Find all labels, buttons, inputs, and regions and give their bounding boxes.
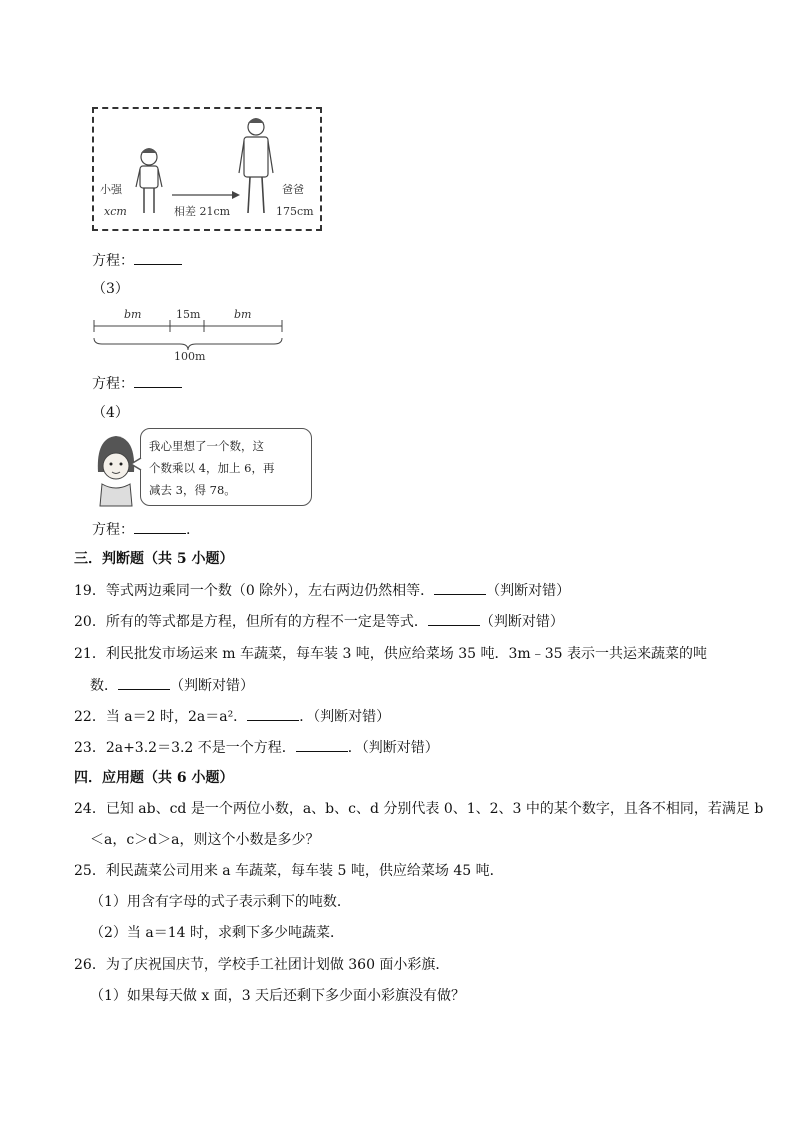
question-25-part-1: （1）用含有字母的式子表示剩下的吨数．	[90, 894, 351, 910]
question-24-continued: ＜a，c＞d＞a，则这个小数是多少？	[90, 832, 320, 848]
question-23: 23．2a+3.2＝3.2 不是一个方程． ．（判断对错）	[74, 737, 439, 758]
speech-bubble	[140, 428, 312, 506]
equation-line-3: 方程：	[92, 373, 182, 394]
difference-label: 相差 21cm	[174, 205, 231, 218]
answer-blank[interactable]	[428, 611, 480, 626]
section-3-title: 三．判断题（共 5 小题）	[74, 551, 234, 567]
question-21: 21．利民批发市场运来 m 车蔬菜，每车装 3 吨，供应给菜场 35 吨．3m﹣35 表示一共运来蔬菜的吨	[74, 646, 707, 662]
equation-line-4: 方程： .	[92, 519, 190, 540]
height-comparison-figure	[92, 107, 322, 231]
question-21-continued: 数． （判断对错）	[90, 675, 254, 696]
answer-blank[interactable]	[134, 250, 182, 265]
question-24: 24．已知 ab、cd 是一个两位小数，a、b、c、d 分别代表 0、1、2、3 中的某个数字，且各不相同，若满足 b	[74, 801, 764, 817]
dad-name-label: 爸爸	[282, 183, 304, 196]
segment-label-2: 15m	[176, 308, 201, 321]
question-22: 22．当 a＝2 时，2a＝a²． ．（判断对错）	[74, 706, 390, 727]
answer-blank[interactable]	[247, 706, 299, 721]
answer-blank[interactable]	[118, 675, 170, 690]
speech-bubble-figure	[92, 426, 314, 512]
question-25: 25．利民蔬菜公司用来 a 车蔬菜，每车装 5 吨，供应给菜场 45 吨．	[74, 863, 504, 879]
answer-blank[interactable]	[434, 580, 486, 595]
question-26: 26．为了庆祝国庆节，学校手工社团计划做 360 面小彩旗．	[74, 957, 450, 973]
section-4-title: 四．应用题（共 6 小题）	[74, 770, 234, 786]
answer-blank[interactable]	[134, 373, 182, 388]
speech-bubble-text: 我心里想了一个数，这 个数乘以 4，加上 6，再 减去 3，得 78。	[149, 439, 275, 497]
question-label-3: （3）	[92, 281, 129, 297]
answer-blank[interactable]	[134, 519, 186, 534]
boy-height-label: xcm	[104, 205, 127, 218]
segment-label-1: bm	[124, 308, 142, 321]
equation-line-2: 方程：	[92, 250, 182, 271]
bubble-tail	[130, 456, 146, 472]
question-label-4: （4）	[92, 405, 129, 421]
boy-name-label: 小强	[100, 183, 122, 196]
segment-diagram	[92, 308, 284, 368]
question-19: 19．等式两边乘同一个数（0 除外），左右两边仍然相等． （判断对错）	[74, 580, 570, 601]
question-26-part-1: （1）如果每天做 x 面，3 天后还剩下多少面小彩旗没有做？	[90, 988, 466, 1004]
dad-height-label: 175cm	[276, 205, 314, 218]
total-length-label: 100m	[174, 350, 206, 363]
question-25-part-2: （2）当 a＝14 时，求剩下多少吨蔬菜．	[90, 925, 344, 941]
question-20: 20．所有的等式都是方程，但所有的方程不一定是等式． （判断对错）	[74, 611, 564, 632]
segment-label-3: bm	[234, 308, 252, 321]
answer-blank[interactable]	[296, 737, 348, 752]
